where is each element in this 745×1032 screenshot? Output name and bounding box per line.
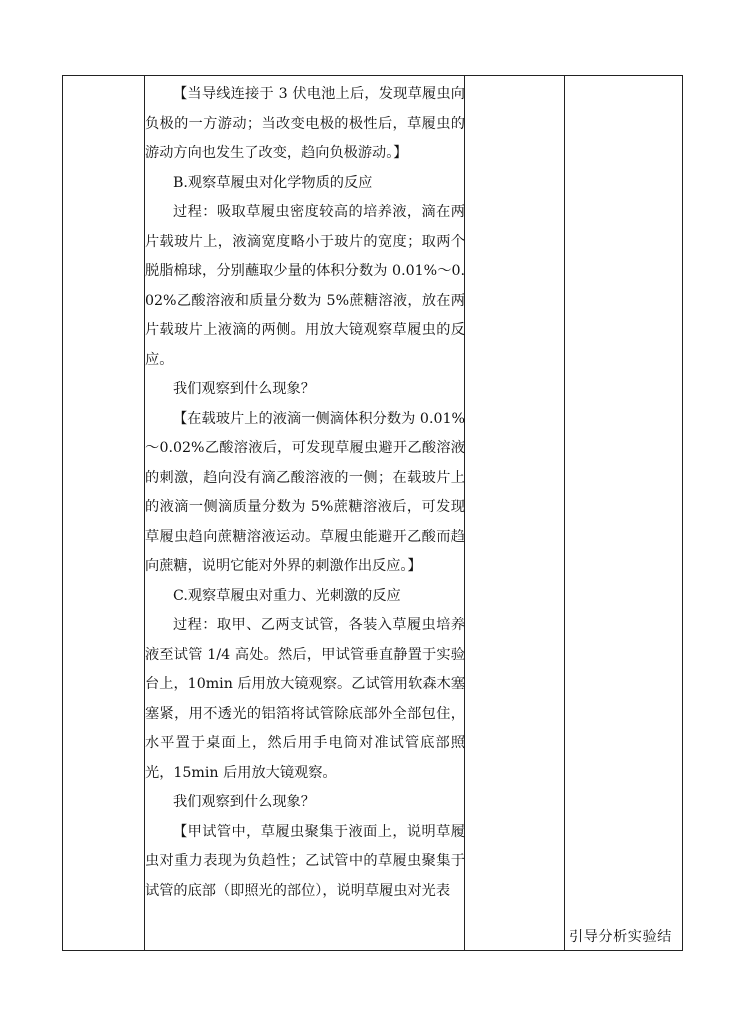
paragraph-gravity-light-process: 过程：取甲、乙两支试管，各装入草履虫培养液至试管 1/4 高处。然后，甲试管垂直静置于实验台上，10min 后用放大镜观察。乙试管用软森木塞塞紧，用不透光的铝箔将试管除底部外全部包住，水平置于桌面上，然后用手电筒对准试管底部照光，15min 后用放大镜观察。 bbox=[145, 617, 465, 781]
heading-gravity-light-reaction: C.观察草履虫对重力、光刺激的反应 bbox=[173, 587, 401, 604]
question-observation-2: 我们观察到什么现象？ bbox=[173, 794, 315, 810]
paragraph-gravity-light-result: 【甲试管中，草履虫聚集于液面上，说明草履虫对重力表现为负趋性；乙试管中的草履虫聚集于试管的底部（即照光的部位），说明草履虫对光表 bbox=[145, 823, 465, 899]
column-divider-3 bbox=[564, 76, 565, 950]
heading-chemical-reaction: B.观察草履虫对化学物质的反应 bbox=[173, 174, 373, 191]
teaching-content-cell bbox=[145, 76, 465, 906]
paragraph-chemical-result: 【在载玻片上的液滴一侧滴体积分数为 0.01%～0.02%乙酸溶液后，可发现草履虫避开乙酸溶液的刺激，趋向没有滴乙酸溶液的一侧；在载玻片上的液滴一侧滴质量分数为 5%蔗糖溶液后，可发现草履虫趋向蔗糖溶液运动。草履虫能避开乙酸而趋向蔗糖，说明它能对外界的刺激作出反应。】 bbox=[145, 410, 465, 574]
teaching-intent-note: 引导分析实验结 bbox=[569, 929, 672, 945]
paragraph-chemical-process: 过程：吸取草履虫密度较高的培养液，滴在两片载玻片上，液滴宽度略小于玻片的宽度；取两个脱脂棉球，分别蘸取少量的体积分数为 0.01%～0.02%乙酸溶液和质量分数为 5%蔗糖溶液，放在两片载玻片上液滴的两侧。用放大镜观察草履虫的反应。 bbox=[145, 204, 465, 368]
paragraph-electric-result: 【当导线连接于 3 伏电池上后，发现草履虫向负极的一方游动；当改变电极的极性后，草履虫的游动方向也发生了改变，趋向负极游动。】 bbox=[145, 86, 465, 161]
lesson-table bbox=[62, 75, 683, 951]
question-observation-1: 我们观察到什么现象？ bbox=[173, 381, 315, 397]
